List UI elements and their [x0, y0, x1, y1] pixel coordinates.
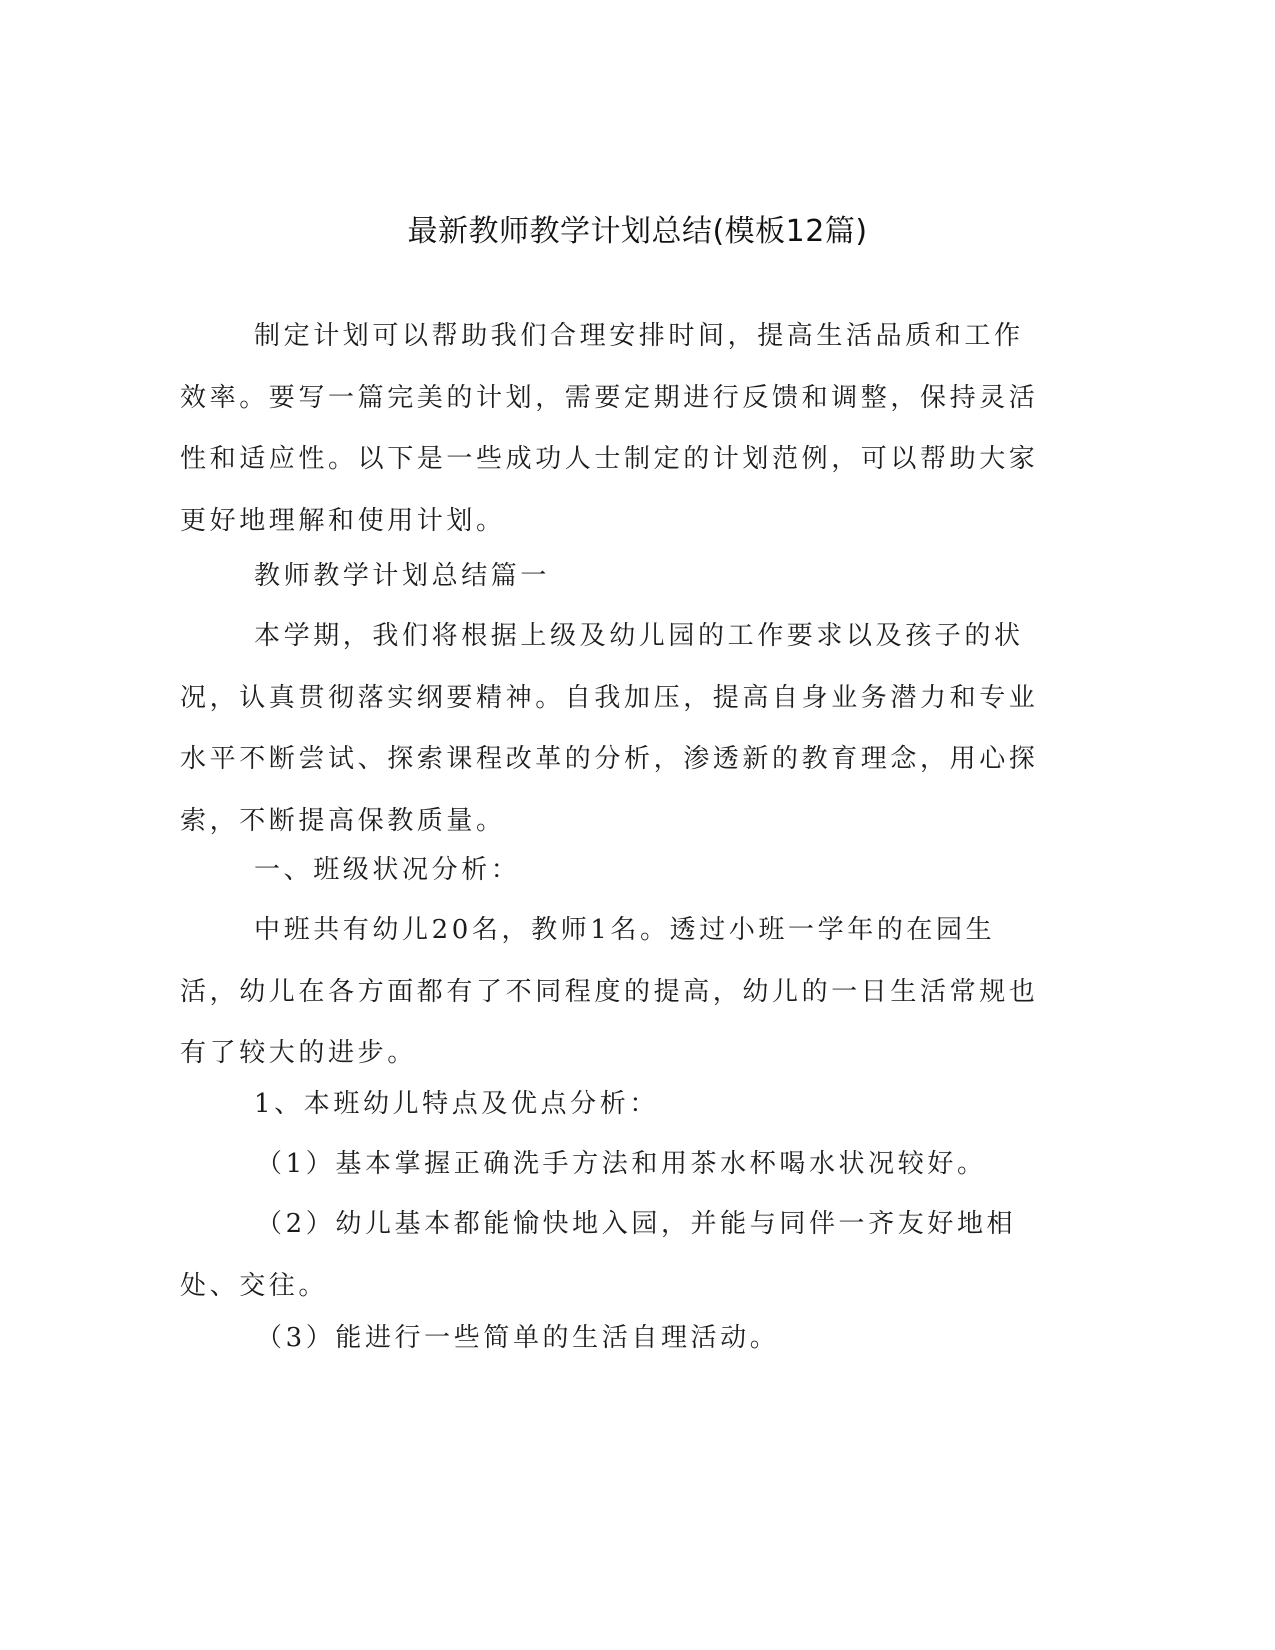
- list-item: （1）基本掌握正确洗手方法和用茶水杯喝水状况较好。: [256, 1149, 987, 1179]
- semester-paragraph: 本学期，我们将根据上级及幼儿园的工作要求以及孩子的状况，认真贯彻落实纲要精神。自我加压，提高自身业务潜力和专业水平不断尝试、探索课程改革的分析，渗透新的教育理念，用心探索，不断提高保教质量。: [180, 621, 1039, 836]
- section-heading-part-one: 教师教学计划总结篇一: [254, 561, 551, 591]
- list-item: （3）能进行一些简单的生活自理活动。: [256, 1323, 780, 1353]
- class-overview-paragraph: 中班共有幼儿20名，教师1名。透过小班一学年的在园生活，幼儿在各方面都有了不同程度的提高，幼儿的一日生活常规也有了较大的进步。: [180, 915, 1039, 1069]
- document-title: 最新教师教学计划总结(模板12篇): [407, 214, 868, 249]
- intro-paragraph: 制定计划可以帮助我们合理安排时间，提高生活品质和工作效率。要写一篇完美的计划，需要定期进行反馈和调整，保持灵活性和适应性。以下是一些成功人士制定的计划范例，可以帮助大家更好地理解和使用计划。: [180, 321, 1039, 536]
- features-heading: 1、本班幼儿特点及优点分析：: [254, 1089, 659, 1119]
- list-item: （2）幼儿基本都能愉快地入园，并能与同伴一齐友好地相处、交往。: [180, 1209, 1017, 1301]
- class-analysis-heading: 一、班级状况分析：: [254, 855, 521, 885]
